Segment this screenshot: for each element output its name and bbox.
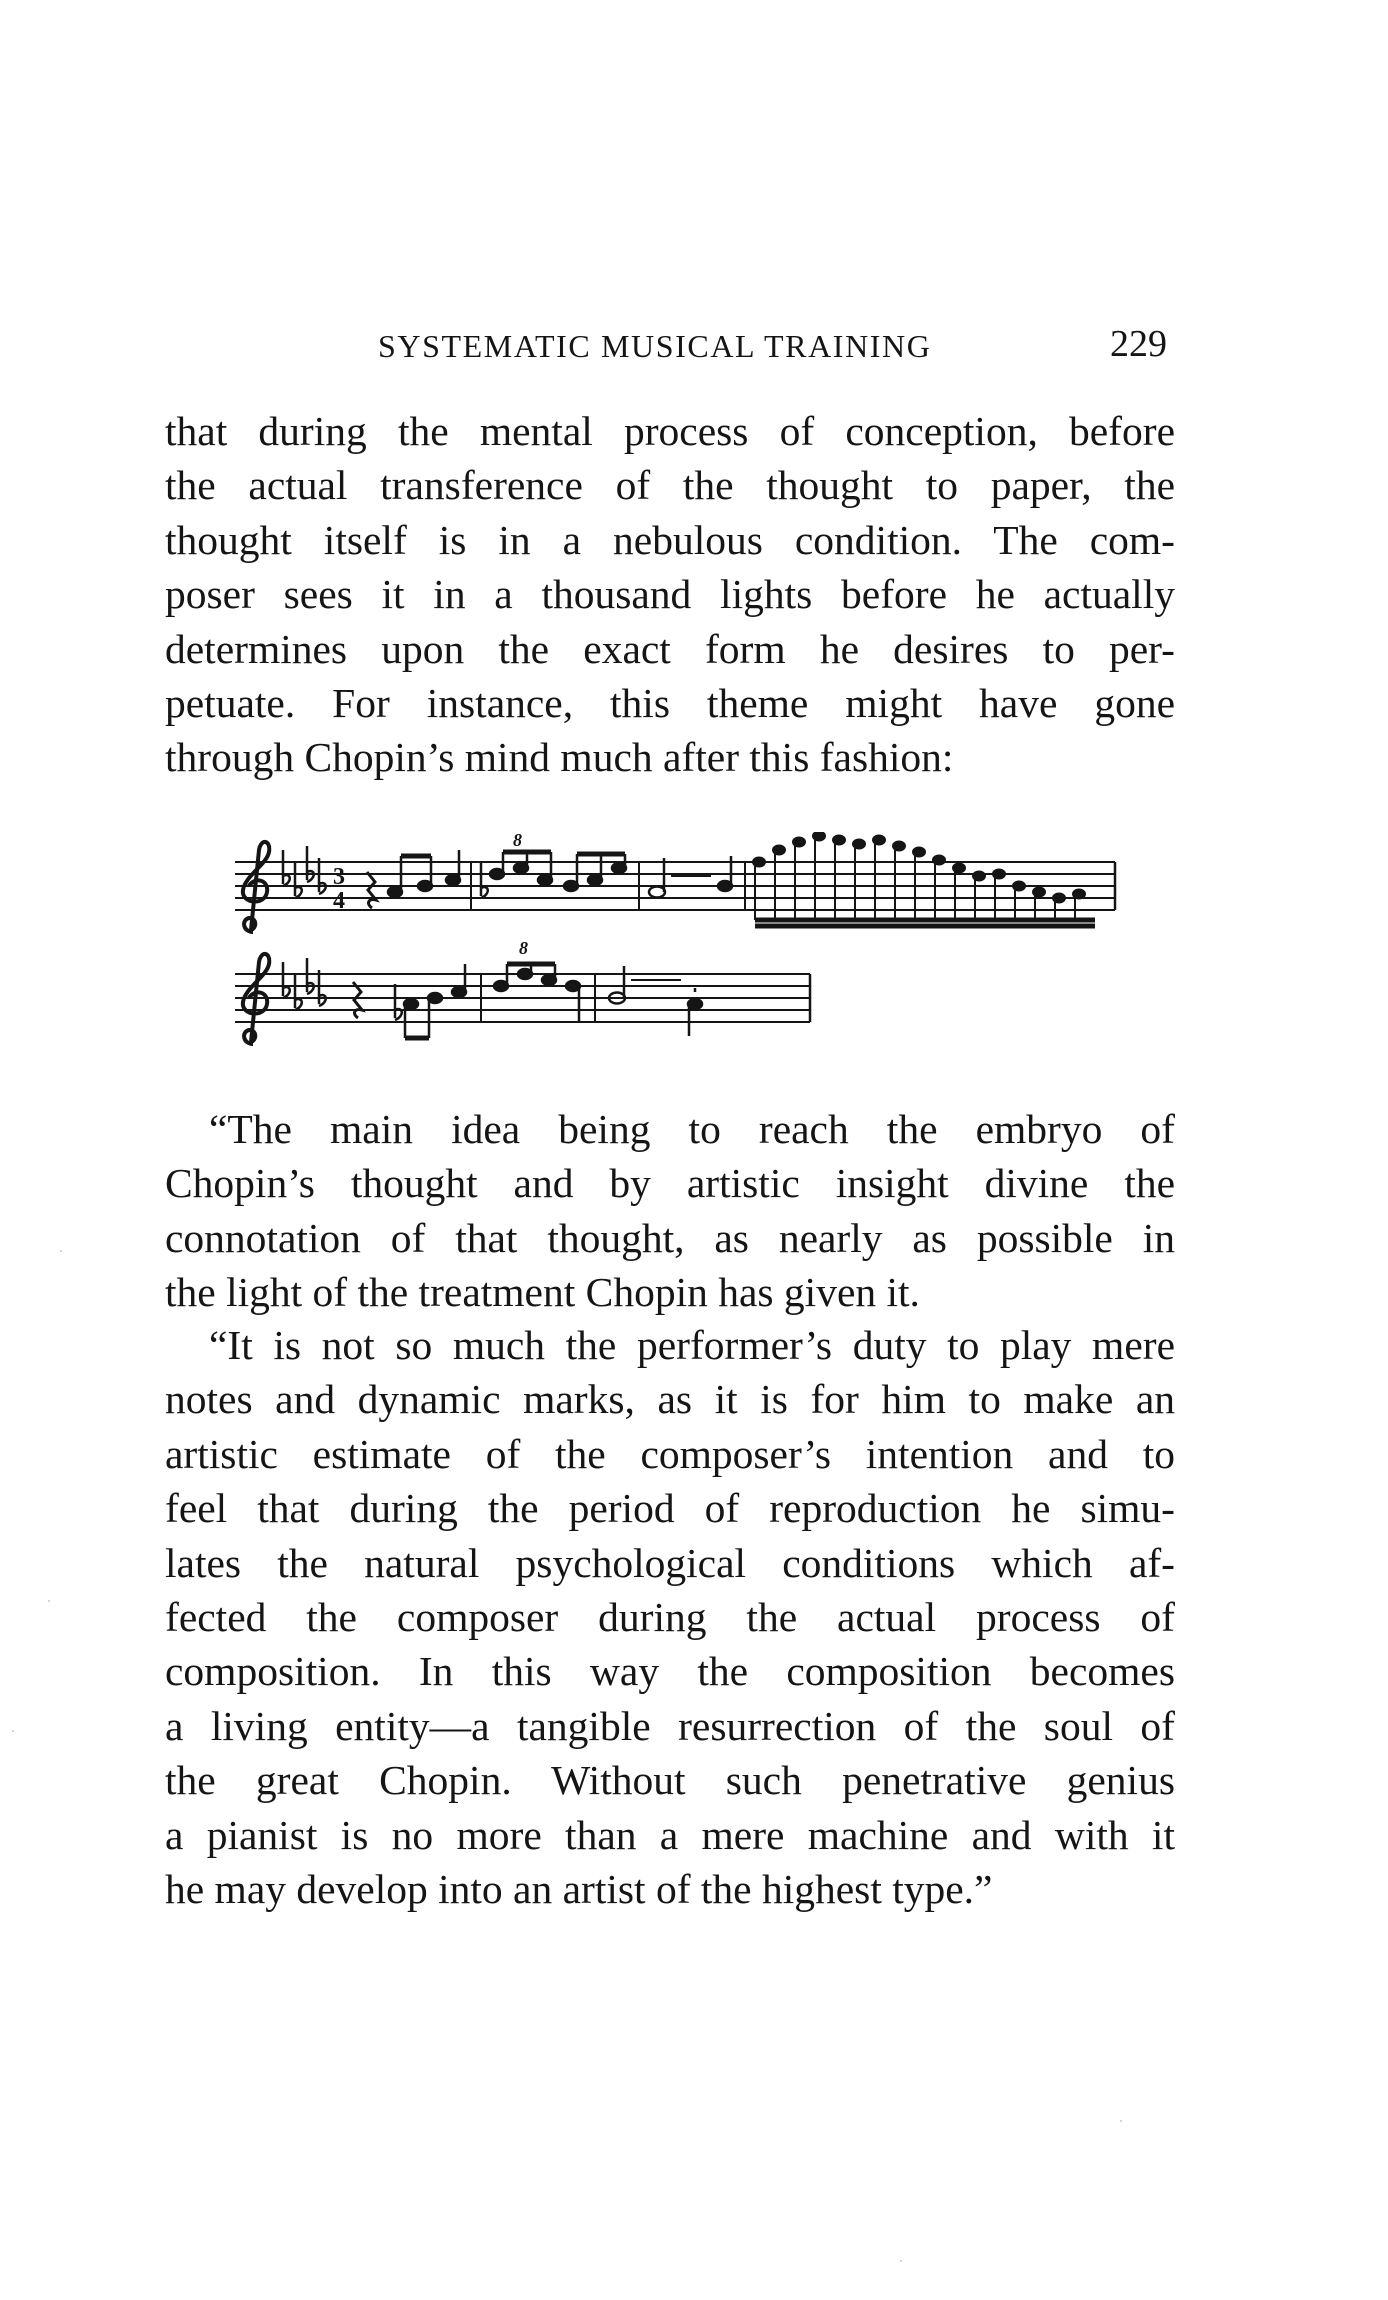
text-line: poser sees it in a thousand lights before he actually bbox=[165, 571, 1175, 618]
text-line: a living entity—a tangible resurrection of the soul of bbox=[165, 1702, 1175, 1749]
text-line: through Chopin’s mind much after this fashion: bbox=[165, 734, 954, 781]
paragraph-3 bbox=[165, 1318, 1175, 1916]
music-example bbox=[225, 832, 1125, 1052]
text-line: thought itself is in a nebulous condition. The com- bbox=[165, 516, 1175, 563]
text-line: he may develop into an artist of the highest type.” bbox=[165, 1866, 993, 1913]
text-line: notes and dynamic marks, as it is for him to make an bbox=[165, 1376, 1175, 1423]
text-line: artistic estimate of the composer’s intention and to bbox=[165, 1430, 1175, 1477]
text-line: determines upon the exact form he desires to per- bbox=[165, 625, 1175, 672]
text-line: composition. In this way the composition becomes bbox=[165, 1648, 1175, 1695]
page-number: 229 bbox=[1110, 323, 1167, 365]
svg-text:8: 8 bbox=[513, 832, 522, 850]
text-line: connotation of that thought, as nearly as possible in bbox=[165, 1214, 1175, 1261]
text-line: “The main idea being to reach the embryo of bbox=[209, 1106, 1175, 1152]
paragraph-2 bbox=[165, 1102, 1175, 1320]
text-line: feel that during the period of reproduction he simu- bbox=[165, 1485, 1175, 1532]
text-line: a pianist is no more than a mere machine and with it bbox=[165, 1811, 1175, 1858]
flat-icon bbox=[283, 846, 326, 898]
text-line: the light of the treatment Chopin has given it. bbox=[165, 1269, 920, 1316]
text-line: fected the composer during the actual process of bbox=[165, 1594, 1175, 1641]
paragraph-1 bbox=[165, 404, 1175, 785]
text-line: that during the mental process of conception, before bbox=[165, 408, 1175, 454]
staff-1 bbox=[235, 832, 1115, 932]
staff-2 bbox=[235, 938, 810, 1044]
text-line: lates the natural psychological conditions which af- bbox=[165, 1539, 1175, 1586]
svg-text:4: 4 bbox=[333, 888, 345, 914]
text-line: “It is not so much the performer’s duty to play mere bbox=[209, 1322, 1175, 1368]
running-head: SYSTEMATIC MUSICAL TRAINING bbox=[378, 328, 932, 364]
flat-icon bbox=[283, 958, 326, 1010]
text-line: Chopin’s thought and by artistic insight divine the bbox=[165, 1160, 1175, 1207]
svg-text:3: 3 bbox=[333, 864, 345, 890]
svg-text:8: 8 bbox=[519, 938, 528, 958]
text-line: the actual transference of the thought to paper, the bbox=[165, 462, 1175, 509]
text-line: petuate. For instance, this theme might have gone bbox=[165, 680, 1175, 727]
text-line: the great Chopin. Without such penetrative genius bbox=[165, 1757, 1175, 1804]
